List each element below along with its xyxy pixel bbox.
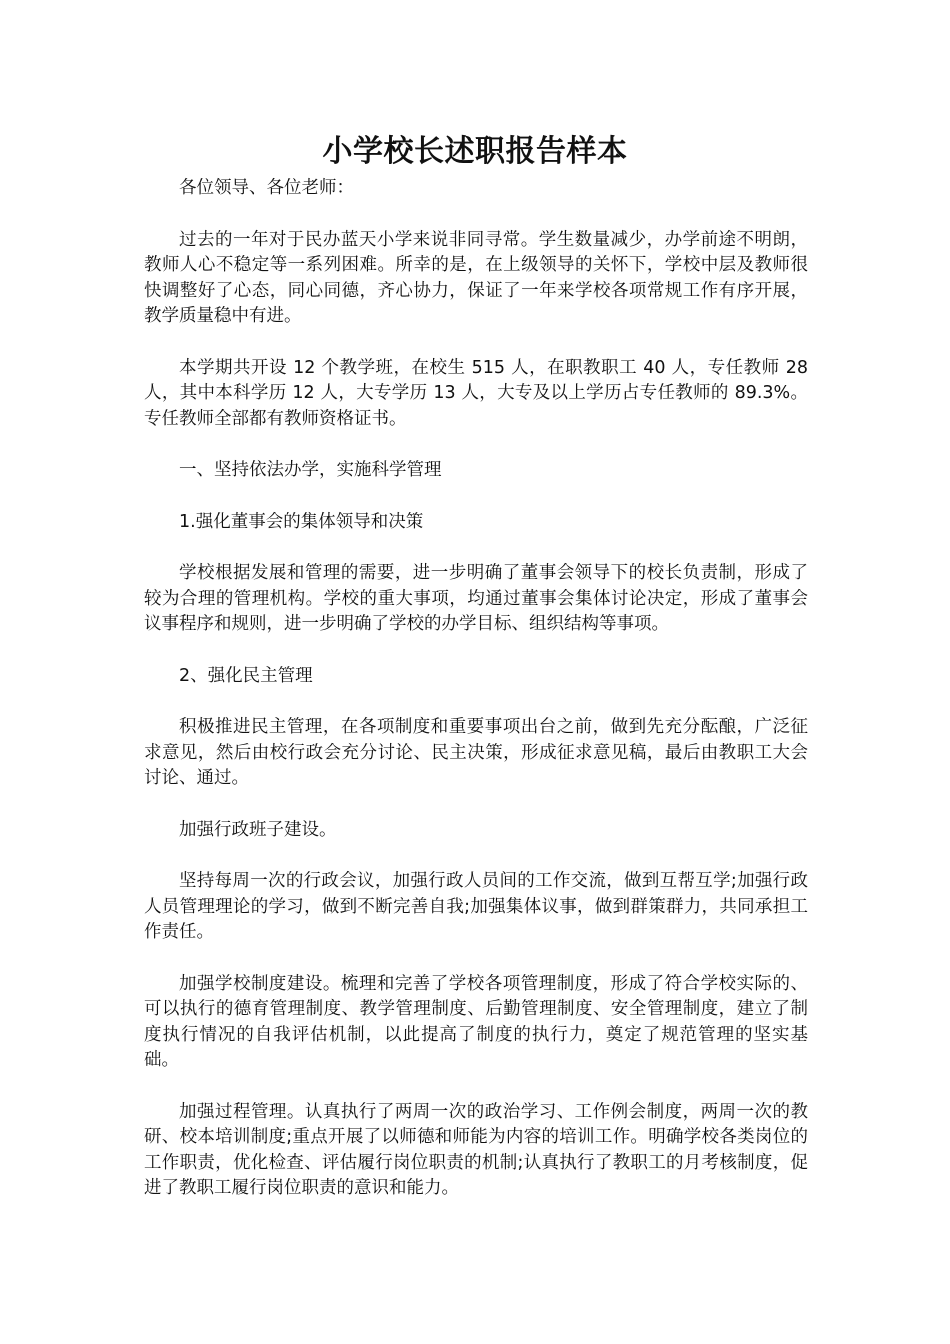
paragraph-democracy: 积极推进民主管理，在各项制度和重要事项出台之前，做到先充分酝酿，广泛征求意见，然后由校行政会充分讨论、民主决策，形成征求意见稿，最后由教职工大会讨论、通过。 xyxy=(144,717,808,788)
document-body xyxy=(144,176,808,1228)
paragraph-statistics: 本学期共开设 12 个教学班，在校生 515 人，在职教职工 40 人，专任教师 28 人，其中本科学历 12 人，大专学历 13 人，大专及以上学历占专任教师的 89.3%。专任教师全部都有教师资格证书。 xyxy=(144,357,808,429)
subsection-heading-2: 2、强化民主管理 xyxy=(179,665,313,686)
paragraph-process: 加强过程管理。认真执行了两周一次的政治学习、工作例会制度，两周一次的教研、校本培训制度;重点开展了以师德和师能为内容的培训工作。明确学校各类岗位的工作职责，优化检查、评估履行岗位职责的机制;认真执行了教职工的月考核制度，促进了教职工履行岗位职责的意识和能力。 xyxy=(144,1101,808,1198)
paragraph-intro: 过去的一年对于民办蓝天小学来说非同寻常。学生数量减少，办学前途不明朗，教师人心不稳定等一系列困难。所幸的是，在上级领导的关怀下，学校中层及教师很快调整好了心态，同心同德，齐心协力，保证了一年来学校各项常规工作有序开展，教学质量稳中有进。 xyxy=(144,229,808,326)
document-title: 小学校长述职报告样本 xyxy=(322,134,628,169)
paragraph-rules: 加强学校制度建设。梳理和完善了学校各项管理制度，形成了符合学校实际的、可以执行的德育管理制度、教学管理制度、后勤管理制度、安全管理制度，建立了制度执行情况的自我评估机制，以此提高了制度的执行力，奠定了规范管理的坚实基础。 xyxy=(144,973,808,1070)
salutation: 各位领导、各位老师： xyxy=(179,178,354,198)
section-heading-1: 一、坚持依法办学，实施科学管理 xyxy=(179,460,442,480)
paragraph-admin-team-heading: 加强行政班子建设。 xyxy=(179,819,337,840)
subsection-heading-1: 1.强化董事会的集体领导和决策 xyxy=(179,511,424,532)
paragraph-admin-team: 坚持每周一次的行政会议，加强行政人员间的工作交流，做到互帮互学;加强行政人员管理理论的学习，做到不断完善自我;加强集体议事，做到群策群力，共同承担工作责任。 xyxy=(144,871,808,942)
paragraph-board: 学校根据发展和管理的需要，进一步明确了董事会领导下的校长负责制，形成了较为合理的管理机构。学校的重大事项，均通过董事会集体讨论决定，形成了董事会议事程序和规则，进一步明确了学校的办学目标、组织结构等事项。 xyxy=(144,563,808,634)
